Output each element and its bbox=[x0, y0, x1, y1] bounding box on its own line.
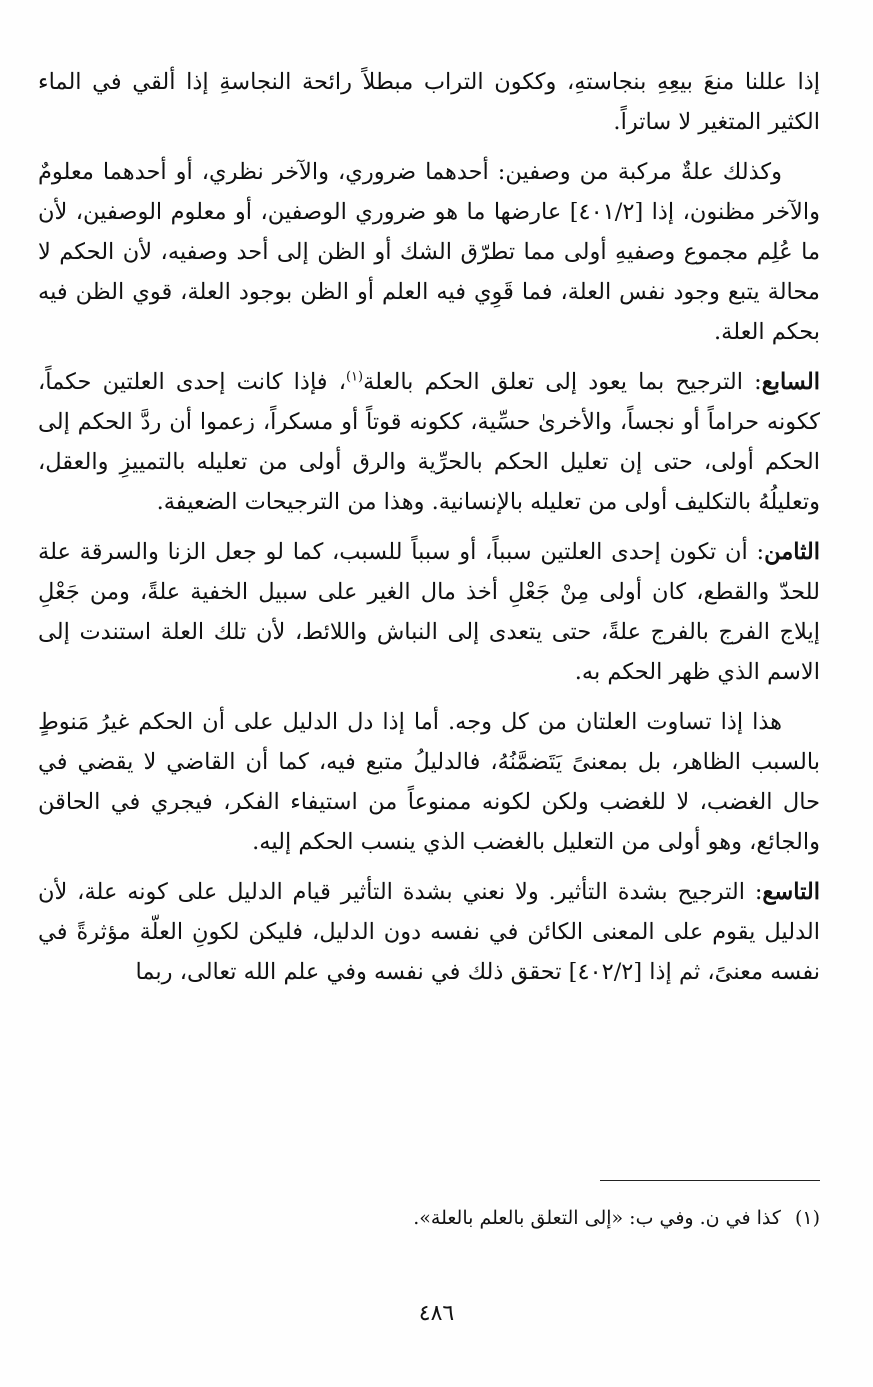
paragraph-text: : الترجيح بما يعود إلى تعلق الحكم بالعلة bbox=[363, 369, 762, 395]
section-lead-seventh: السابع bbox=[761, 369, 820, 395]
page-body bbox=[38, 62, 820, 1002]
paragraph-text: إذا عللنا منعَ بيعِهِ بنجاستهِ، وككون التراب مبطلاً رائحة النجاسةِ إذا ألقي في الماء الكثير المتغير لا ساتراً. bbox=[38, 69, 820, 135]
paragraph-2 bbox=[38, 152, 820, 352]
footnote-number: (١) bbox=[794, 1207, 820, 1229]
paragraph-4 bbox=[38, 532, 820, 692]
paragraph-text: هذا إذا تساوت العلتان من كل وجه. أما إذا دل الدليل على أن الحكم غيرُ مَنوطٍ بالسبب الظاهر، بل بمعنىً يَتَضمَّنُهُ، فالدليلُ متبع فيه، كما أن القاضي لا يقضي في حال الغضب، لا للغضب ولكن لكونه ممنوعاً من استيفاء الفكر، فيجري في الحاقن والجائع، وهو أولى من التعليل بالغضب الذي ينسب الحكم إليه. bbox=[38, 709, 820, 855]
page-number: ٤٨٦ bbox=[418, 1301, 455, 1326]
paragraph-6 bbox=[38, 872, 820, 992]
paragraph-5 bbox=[38, 702, 820, 862]
paragraph-1 bbox=[38, 62, 820, 142]
section-lead-ninth: التاسع bbox=[762, 879, 820, 905]
footnote-text: كذا في ن. وفي ب: «إلى التعلق بالعلم بالعلة». bbox=[413, 1207, 781, 1229]
footnote-reference[interactable]: (١) bbox=[345, 369, 364, 385]
paragraph-text: : الترجيح بشدة التأثير. ولا نعني بشدة التأثير قيام الدليل على كونه علة، لأن الدليل يقوم على المعنى الكائن في نفسه دون الدليل، فليكن لكونِ العلّة مؤثرةً في نفسه معنىً، ثم إذا [٤٠٢/٢] تحقق ذلك في نفسه وفي علم الله تعالى، ربما bbox=[38, 879, 820, 985]
footnote-divider bbox=[600, 1180, 820, 1181]
paragraph-text: وكذلك علةٌ مركبة من وصفين: أحدهما ضروري، والآخر نظري، أو أحدهما معلومٌ والآخر مظنون، إذا [٤٠١/٢] عارضها ما هو ضروري الوصفين، أو معلوم الوصفين، لأن ما عُلِم مجموع وصفيهِ أولى مما تطرّق الشك أو الظن إلى أحد وصفيه، لأن الحكم لا محالة يتبع وجود نفس العلة، فما قَوِي فيه العلم أو الظن بوجود العلة، قوي الظن فيه بحكم العلة. bbox=[38, 159, 820, 345]
section-lead-eighth: الثامن bbox=[764, 539, 820, 565]
paragraph-3 bbox=[38, 362, 820, 522]
footnote bbox=[38, 1203, 820, 1233]
paragraph-text-continued: ، فإذا كانت إحدى العلتين حكماً، ككونه حراماً أو نجساً، والأخرىٰ حسِّية، ككونه قوتاً أو مسكراً، زعموا أن ردَّ الحكم إلى الحكم أولى، حتى إن تعليل الحكم بالحرِّية والرق أولى من تعليله بالتمييزِ والعقل، وتعليلُهُ بالتكليف أولى من تعليله بالإنسانية. وهذا من الترجيحات الضعيفة. bbox=[38, 369, 820, 515]
paragraph-text: : أن تكون إحدى العلتين سبباً، أو سبباً للسبب، كما لو جعل الزنا والسرقة علة للحدّ والقطع، كان أولى مِنْ جَعْلِ أخذ مال الغير على سبيل الخفية علةً، ومن جَعْلِ إيلاج الفرج بالفرج علةً، حتى يتعدى إلى النباش واللائط، لأن تلك العلة استندت إلى الاسم الذي ظهر الحكم به. bbox=[38, 539, 820, 685]
